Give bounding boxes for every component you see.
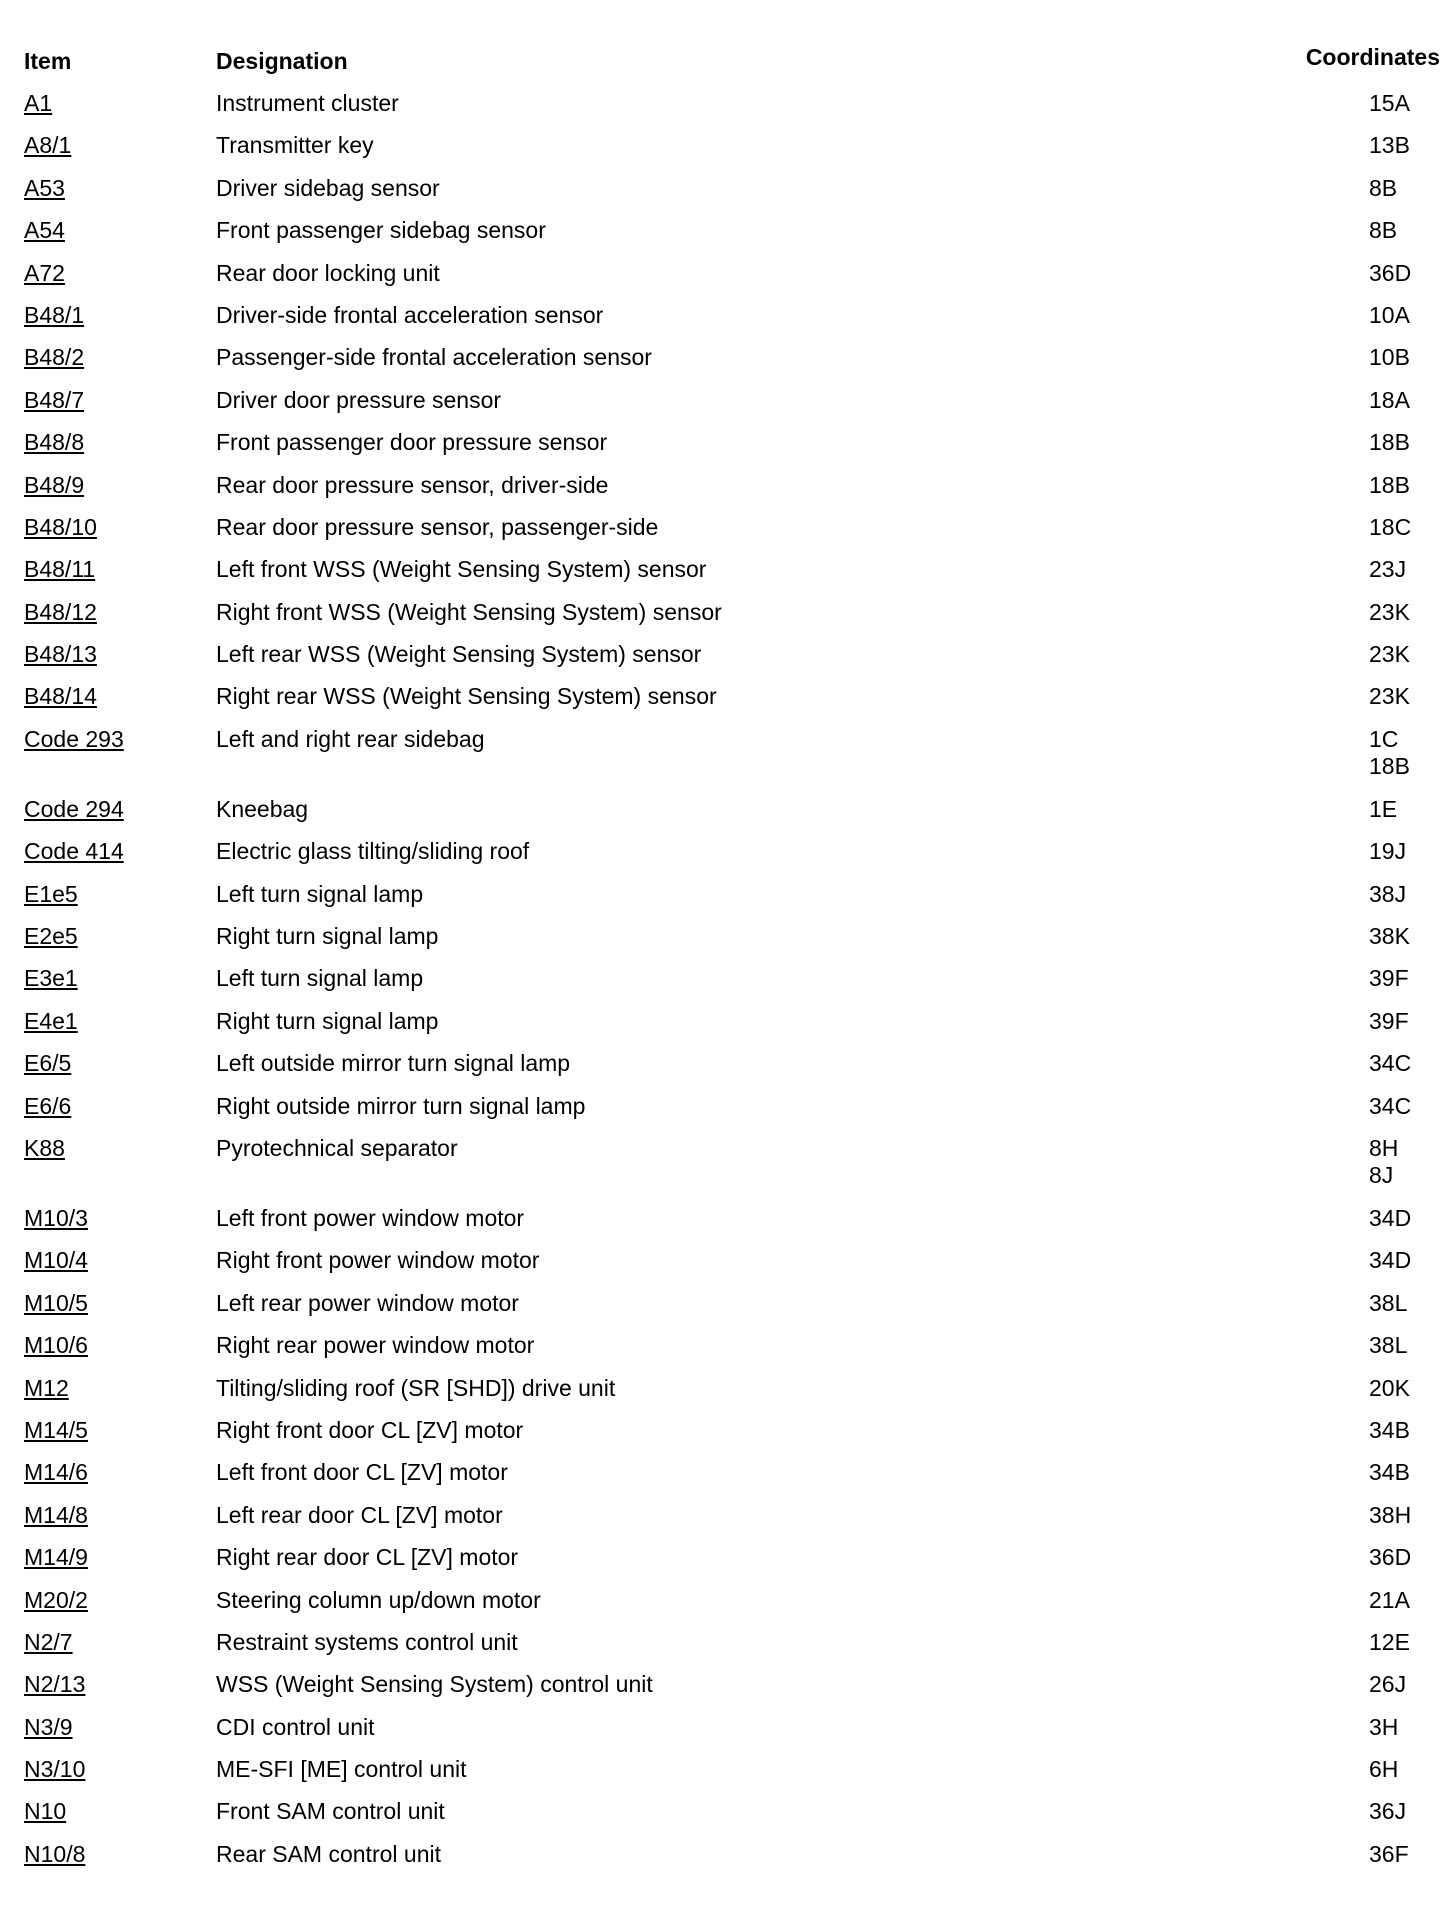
coordinates-cell	[1369, 429, 1410, 456]
coordinates-cell	[1369, 726, 1410, 780]
coordinate-value: 18B	[1369, 471, 1410, 498]
item-link[interactable]: M10/6	[24, 1332, 88, 1359]
table-row	[0, 1243, 1456, 1285]
designation-text: ME-SFI [ME] control unit	[216, 1756, 467, 1783]
table-row	[0, 425, 1456, 467]
designation-text: Restraint systems control unit	[216, 1628, 518, 1655]
coordinates-cell	[1369, 641, 1410, 668]
coordinate-value: 36D	[1369, 259, 1412, 286]
item-link[interactable]: M10/4	[24, 1247, 88, 1274]
table-row	[0, 298, 1456, 340]
coordinates-cell	[1369, 260, 1411, 287]
coordinate-value: 34D	[1369, 1247, 1412, 1274]
item-link[interactable]: M20/2	[24, 1586, 88, 1613]
designation-text: Right outside mirror turn signal lamp	[216, 1092, 586, 1119]
coordinates-cell	[1369, 838, 1406, 865]
designation-text: Left rear power window motor	[216, 1289, 519, 1316]
coordinates-cell	[1369, 1841, 1409, 1868]
designation-text: Tilting/sliding roof (SR [SHD]) drive unit	[216, 1374, 616, 1401]
coordinates-cell	[1369, 472, 1410, 499]
designation-text: Left front WSS (Weight Sensing System) sensor	[216, 556, 707, 583]
designation-text: Transmitter key	[216, 132, 374, 159]
table-row	[0, 1625, 1456, 1667]
coordinates-cell	[1369, 1093, 1411, 1120]
coordinates-cell	[1369, 1502, 1411, 1529]
item-link[interactable]: M12	[24, 1374, 69, 1401]
designation-text: Kneebag	[216, 795, 309, 822]
table-row	[0, 679, 1456, 721]
table-row	[0, 552, 1456, 594]
designation-text: Rear door locking unit	[216, 259, 440, 286]
table-row	[0, 1455, 1456, 1497]
item-link[interactable]: M14/9	[24, 1544, 88, 1571]
table-row	[0, 1371, 1456, 1413]
coordinate-value: 38H	[1369, 1501, 1412, 1528]
coordinates-cell	[1369, 1459, 1410, 1486]
item-link[interactable]: M10/3	[24, 1204, 88, 1231]
table-row	[0, 383, 1456, 425]
item-link[interactable]: N2/13	[24, 1671, 86, 1698]
designation-text: Right front WSS (Weight Sensing System) sensor	[216, 598, 722, 625]
table-row	[0, 792, 1456, 834]
coordinate-value: 12E	[1369, 1628, 1410, 1655]
designation-text: Right front door CL [ZV] motor	[216, 1416, 524, 1443]
table-row	[0, 877, 1456, 919]
item-link[interactable]: A1	[24, 90, 53, 116]
item-link[interactable]: E3e1	[24, 965, 78, 992]
table-row	[0, 128, 1456, 170]
designation-text: Front SAM control unit	[216, 1798, 445, 1825]
designation-text: Instrument cluster	[216, 90, 399, 116]
table-row	[0, 1131, 1456, 1201]
item-link[interactable]: M10/5	[24, 1289, 88, 1316]
coordinates-cell	[1369, 1714, 1398, 1741]
table-row	[0, 919, 1456, 961]
designation-text: Right rear door CL [ZV] motor	[216, 1544, 519, 1571]
item-link[interactable]: B48/9	[24, 471, 85, 498]
designation-text: Driver sidebag sensor	[216, 174, 440, 201]
table-row	[0, 1837, 1456, 1879]
designation-text: CDI control unit	[216, 1713, 375, 1740]
coordinates-cell	[1369, 1332, 1407, 1359]
header-item: Item	[24, 48, 72, 74]
coordinates-cell	[1369, 1205, 1411, 1232]
item-link[interactable]: E2e5	[24, 923, 78, 950]
designation-text: Front passenger door pressure sensor	[216, 429, 608, 456]
coordinate-value: 34C	[1369, 1092, 1412, 1119]
designation-text: Right rear WSS (Weight Sensing System) sensor	[216, 683, 717, 710]
item-link[interactable]: B48/7	[24, 386, 85, 413]
item-link[interactable]: Code 293	[24, 725, 124, 752]
table-row	[0, 1498, 1456, 1540]
table-row	[0, 961, 1456, 1003]
item-link[interactable]: E4e1	[24, 1007, 78, 1034]
coordinate-value: 26J	[1369, 1671, 1407, 1698]
coordinate-value: 18A	[1369, 386, 1410, 413]
coordinate-value: 18B	[1369, 429, 1410, 456]
coordinates-cell	[1369, 1008, 1409, 1035]
coordinate-value: 15A	[1369, 90, 1410, 116]
coordinate-value: 6H	[1369, 1756, 1399, 1783]
coordinate-value: 34D	[1369, 1204, 1412, 1231]
coordinates-cell	[1369, 1756, 1398, 1783]
coordinate-value: 8H	[1369, 1134, 1399, 1161]
coordinate-value: 38K	[1369, 923, 1410, 950]
designation-text: Driver-side frontal acceleration sensor	[216, 301, 604, 328]
designation-text: Left turn signal lamp	[216, 965, 424, 992]
item-link[interactable]: N2/7	[24, 1628, 73, 1655]
coordinates-cell	[1369, 1671, 1406, 1698]
item-link[interactable]: A8/1	[24, 132, 72, 159]
coordinate-value: 3H	[1369, 1713, 1399, 1740]
designation-text: Left front door CL [ZV] motor	[216, 1459, 508, 1486]
coordinates-cell	[1369, 1544, 1411, 1571]
coordinate-value: 8B	[1369, 217, 1398, 244]
item-link[interactable]: M14/8	[24, 1501, 88, 1528]
table-body	[0, 86, 1456, 1879]
table-row	[0, 1583, 1456, 1625]
coordinates-cell	[1369, 1290, 1407, 1317]
coordinate-value: 23J	[1369, 556, 1407, 583]
designation-text: Left rear WSS (Weight Sensing System) sensor	[216, 641, 702, 668]
coordinate-value: 23K	[1369, 683, 1410, 710]
coordinate-value: 8B	[1369, 174, 1398, 201]
coordinate-value: 1C	[1369, 725, 1399, 752]
coordinates-cell	[1369, 132, 1410, 159]
designation-text: Electric glass tilting/sliding roof	[216, 838, 530, 865]
coordinates-cell	[1369, 683, 1410, 710]
item-link[interactable]: B48/14	[24, 683, 97, 710]
item-link[interactable]: A53	[24, 174, 65, 201]
table-header	[0, 44, 1456, 78]
coordinate-value: 20K	[1369, 1374, 1410, 1401]
item-link[interactable]: B48/12	[24, 598, 97, 625]
table-row	[0, 213, 1456, 255]
header-designation: Designation	[216, 48, 348, 74]
item-link[interactable]: N10	[24, 1798, 67, 1825]
table-row	[0, 340, 1456, 382]
coordinates-cell	[1369, 1798, 1406, 1825]
item-link[interactable]: B48/8	[24, 429, 85, 456]
coordinate-value: 34C	[1369, 1050, 1412, 1077]
header-coordinates: Coordinates	[1305, 44, 1440, 70]
designation-text: Rear SAM control unit	[216, 1840, 441, 1867]
item-link[interactable]: E6/6	[24, 1092, 72, 1119]
designation-text: Right turn signal lamp	[216, 923, 439, 950]
coordinates-cell	[1369, 90, 1410, 117]
table-row	[0, 834, 1456, 876]
item-link[interactable]: E6/5	[24, 1050, 72, 1077]
coordinates-cell	[1369, 387, 1410, 414]
coordinate-value: 18B	[1369, 752, 1410, 779]
item-link[interactable]: B48/1	[24, 301, 85, 328]
designation-text: Right front power window motor	[216, 1247, 540, 1274]
coordinate-value: 10B	[1369, 344, 1410, 371]
coordinate-value: 10A	[1369, 301, 1410, 328]
designation-text: Left outside mirror turn signal lamp	[216, 1050, 571, 1077]
table-row	[0, 722, 1456, 792]
table-row	[0, 1004, 1456, 1046]
coordinate-value: 18C	[1369, 513, 1412, 540]
item-link[interactable]: A72	[24, 259, 65, 286]
coordinates-cell	[1369, 965, 1409, 992]
item-link[interactable]: M14/5	[24, 1416, 88, 1443]
coordinate-value: 36J	[1369, 1798, 1407, 1825]
designation-text: WSS (Weight Sensing System) control unit	[216, 1671, 653, 1698]
coordinate-value: 38L	[1369, 1289, 1408, 1316]
table-row	[0, 1201, 1456, 1243]
coordinates-cell	[1369, 514, 1411, 541]
coordinates-cell	[1369, 923, 1410, 950]
coordinate-value: 36F	[1369, 1840, 1409, 1867]
coordinate-value: 23K	[1369, 641, 1410, 668]
coordinates-cell	[1369, 1135, 1398, 1189]
coordinate-value: 36D	[1369, 1544, 1412, 1571]
table-row	[0, 86, 1456, 128]
coordinate-value: 8J	[1369, 1161, 1394, 1188]
item-link[interactable]: B48/10	[24, 513, 97, 540]
item-link[interactable]: A54	[24, 217, 65, 244]
coordinate-value: 39F	[1369, 965, 1409, 992]
coordinates-cell	[1369, 344, 1410, 371]
item-link[interactable]: B48/11	[24, 556, 96, 583]
coordinate-value: 38J	[1369, 880, 1407, 907]
designation-text: Right rear power window motor	[216, 1332, 535, 1359]
designation-text: Rear door pressure sensor, passenger-side	[216, 513, 659, 540]
designation-text: Left rear door CL [ZV] motor	[216, 1501, 503, 1528]
coordinates-cell	[1369, 1247, 1411, 1274]
item-link[interactable]: B48/2	[24, 344, 85, 371]
coordinates-cell	[1369, 796, 1397, 823]
table-row	[0, 1667, 1456, 1709]
coordinate-value: 19J	[1369, 838, 1407, 865]
table-row	[0, 1046, 1456, 1088]
item-link[interactable]: N3/10	[24, 1756, 86, 1783]
designation-text: Front passenger sidebag sensor	[216, 217, 546, 244]
table-row	[0, 510, 1456, 552]
coordinate-value: 34B	[1369, 1416, 1410, 1443]
table-row	[0, 637, 1456, 679]
coordinates-cell	[1369, 556, 1406, 583]
coordinate-value: 1E	[1369, 795, 1398, 822]
item-link[interactable]: K88	[24, 1134, 65, 1161]
table-row	[0, 1710, 1456, 1752]
coordinate-value: 23K	[1369, 598, 1410, 625]
table-row	[0, 1328, 1456, 1370]
coordinates-cell	[1369, 1417, 1410, 1444]
coordinates-cell	[1369, 217, 1397, 244]
coordinates-cell	[1369, 1050, 1411, 1077]
table-row	[0, 1752, 1456, 1794]
coordinates-cell	[1369, 175, 1397, 202]
table-row	[0, 256, 1456, 298]
table-row	[0, 171, 1456, 213]
designation-text: Passenger-side frontal acceleration sensor	[216, 344, 652, 371]
coordinate-value: 21A	[1369, 1586, 1410, 1613]
item-link[interactable]: N10/8	[24, 1840, 86, 1867]
item-link[interactable]: Code 294	[24, 795, 124, 822]
table-row	[0, 468, 1456, 510]
table-row	[0, 1286, 1456, 1328]
table-row	[0, 1794, 1456, 1836]
table-row	[0, 1413, 1456, 1455]
coordinates-cell	[1369, 599, 1410, 626]
table-row	[0, 1089, 1456, 1131]
coordinates-cell	[1369, 1587, 1410, 1614]
item-link[interactable]: E1e5	[24, 880, 78, 907]
coordinates-cell	[1369, 302, 1410, 329]
table-row	[0, 1540, 1456, 1582]
item-link[interactable]: B48/13	[24, 641, 97, 668]
item-link[interactable]: N3/9	[24, 1713, 73, 1740]
coordinate-value: 34B	[1369, 1459, 1410, 1486]
item-link[interactable]: Code 414	[24, 838, 124, 865]
designation-text: Left front power window motor	[216, 1204, 525, 1231]
coordinates-cell	[1369, 1629, 1410, 1656]
designation-text: Left and right rear sidebag	[216, 725, 485, 752]
designation-text: Steering column up/down motor	[216, 1586, 541, 1613]
designation-text: Left turn signal lamp	[216, 880, 424, 907]
coordinate-value: 38L	[1369, 1332, 1408, 1359]
table-row	[0, 595, 1456, 637]
coordinates-cell	[1369, 881, 1406, 908]
designation-text: Pyrotechnical separator	[216, 1134, 458, 1161]
coordinate-value: 13B	[1369, 132, 1410, 159]
item-link[interactable]: M14/6	[24, 1459, 88, 1486]
coordinates-cell	[1369, 1375, 1410, 1402]
designation-text: Rear door pressure sensor, driver-side	[216, 471, 609, 498]
designation-text: Driver door pressure sensor	[216, 386, 502, 413]
designation-text: Right turn signal lamp	[216, 1007, 439, 1034]
coordinate-value: 39F	[1369, 1007, 1409, 1034]
